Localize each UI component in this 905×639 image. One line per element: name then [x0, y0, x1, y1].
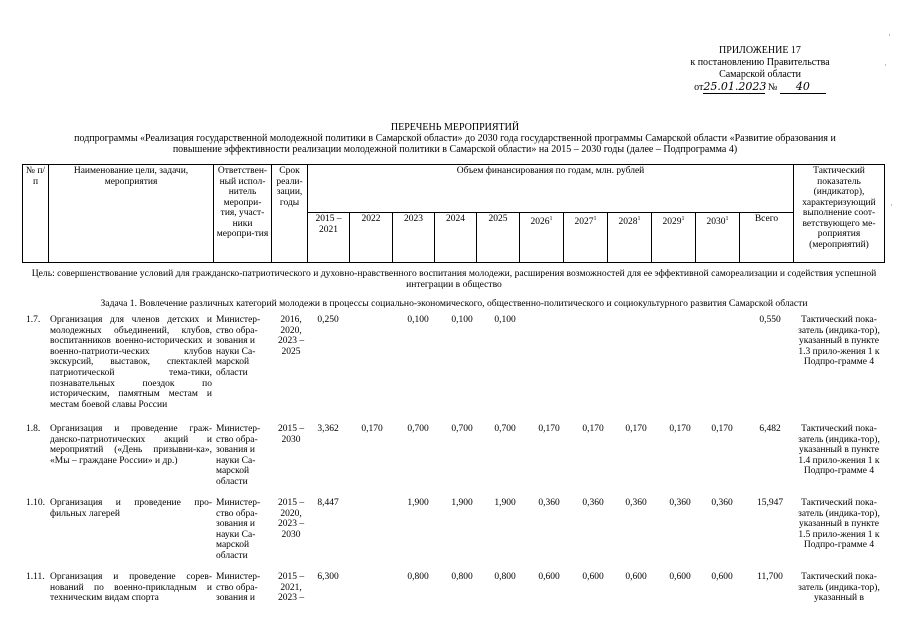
row-responsible: Министер-ство обра-зования и науки Са-марской области — [216, 315, 261, 378]
row-responsible: Министер-ство обра-зования и науки Са-марской области — [216, 424, 261, 487]
row-num: 1.7. — [26, 315, 41, 325]
year-col: 2030$^1$ — [696, 213, 740, 263]
number-label: № — [767, 82, 778, 93]
appendix-line2: к постановлению Правительства — [690, 57, 830, 68]
row-num: 1.10. — [26, 498, 45, 508]
row-value: 0,600 — [625, 572, 647, 582]
row-value: 3,362 — [317, 424, 339, 434]
year-col: 2025 — [477, 213, 520, 263]
row-value: 0,250 — [317, 315, 339, 325]
row-value: 1,900 — [451, 498, 473, 508]
row-value: 0,600 — [711, 572, 733, 582]
from-label: от — [694, 82, 704, 93]
row-value: 0,360 — [582, 498, 604, 508]
appendix-block — [660, 45, 860, 95]
appendix-line3: Самарской области — [719, 69, 801, 80]
row-term: 2015 – 2021, 2023 – — [277, 572, 305, 604]
row-responsible: Министер-ство обра-зования и науки Са-марской области — [216, 498, 261, 561]
year-col: 2027$^1$ — [564, 213, 608, 263]
row-value: 0,800 — [407, 572, 429, 582]
row-total: 11,700 — [757, 572, 783, 582]
row-value: 0,170 — [711, 424, 733, 434]
row-num: 1.8. — [26, 424, 41, 434]
year-col: 2022 — [350, 213, 393, 263]
row-value: 0,170 — [669, 424, 691, 434]
header-responsible: Ответствен-ный испол-нитель меропри-тия, участ-ники меропри-тия — [214, 165, 272, 263]
row-total: 6,482 — [759, 424, 781, 434]
goal-text: Цель: совершенствование условий для гражданско-патриотического и духовно-нравственного воспитания молодежи, расширения возможностей для ее эффективной самореализации и содействия успешной интеграции в общество — [31, 268, 877, 290]
task-text: Задача 1. Вовлечение различных категорий молодежи в процессы социально-экономического, общественно-политического и социокультурного развития Самарской области — [100, 298, 808, 309]
appendix-title: ПРИЛОЖЕНИЕ 17 — [719, 45, 801, 56]
row-value: 0,600 — [582, 572, 604, 582]
row-value: 0,800 — [494, 572, 516, 582]
header-term: Срок реали-зации, годы — [272, 165, 308, 263]
date-handwritten: 25.01.2023 — [703, 80, 767, 93]
row-value: 0,600 — [669, 572, 691, 582]
appendix-signature-line — [660, 81, 860, 95]
year-col: 2023 — [393, 213, 435, 263]
year-col: 2024 — [435, 213, 477, 263]
row-value: 0,700 — [407, 424, 429, 434]
row-value: 0,360 — [669, 498, 691, 508]
row-value: 1,900 — [407, 498, 429, 508]
year-col: 2029$^1$ — [652, 213, 696, 263]
row-value: 0,360 — [711, 498, 733, 508]
scan-mark: · — [890, 200, 893, 210]
row-term: 2016, 2020, 2023 – 2025 — [277, 315, 305, 357]
row-value: 0,170 — [582, 424, 604, 434]
row-value: 0,800 — [451, 572, 473, 582]
row-indicator: Тактический пока-затель (индика-тор), указанный в пункте 1.4 прило-жения 1 к Подпро-грамме 4 — [798, 424, 880, 477]
year-col: 2026$^1$ — [520, 213, 564, 263]
row-value: 0,170 — [625, 424, 647, 434]
header-funding: Объем финансирования по годам, млн. рублей — [308, 165, 794, 213]
row-total: 0,550 — [759, 315, 781, 325]
row-value: 0,100 — [494, 315, 516, 325]
row-value: 0,700 — [451, 424, 473, 434]
row-indicator: Тактический пока-затель (индика-тор), указанный в пункте 1.5 прило-жения 1 к Подпро-грамме 4 — [798, 498, 880, 551]
row-value: 0,360 — [625, 498, 647, 508]
row-term: 2015 – 2020, 2023 – 2030 — [277, 498, 305, 540]
row-value: 0,170 — [538, 424, 560, 434]
row-value: 1,900 — [494, 498, 516, 508]
document-title-block — [30, 122, 880, 155]
row-total: 15,947 — [756, 498, 784, 508]
row-num: 1.11. — [26, 572, 45, 582]
row-value: 0,100 — [407, 315, 429, 325]
header-num: № п/п — [23, 165, 49, 263]
row-name: Организация и проведение про-фильных лагерей — [50, 498, 212, 519]
row-value: 0,600 — [538, 572, 560, 582]
row-name: Организация для членов детских и молодежных объединений, клубов, воспитанников военно-исторических и военно-патриоти-ческих клубов экскурсий, выставок, спектаклей патриотической тема-тики, познавательных поездок по историческим, памятным местам и местам боевой славы России — [50, 315, 212, 410]
row-name: Организация и проведение сорев-нований по военно-прикладным и техническим видам спорта — [50, 572, 212, 604]
row-name: Организация и проведение граж-данско-патриотических акций и мероприятий («День призывни-ка», «Мы – граждане России» и др.) — [50, 424, 212, 466]
document-subtitle-1: подпрограммы «Реализация государственной молодежной политики в Самарской области» до 2030 года государственной программы Самарской области «Развитие образования и — [74, 133, 836, 144]
row-indicator: Тактический пока-затель (индика-тор), указанный в пункте 1.3 прило-жения 1 к Подпро-грамме 4 — [798, 315, 880, 368]
row-value: 0,360 — [538, 498, 560, 508]
number-handwritten: 40 — [780, 81, 826, 94]
scan-mark: · — [884, 60, 887, 70]
year-col-total: Всего — [740, 213, 794, 263]
header-table — [22, 164, 885, 263]
row-value: 6,300 — [317, 572, 339, 582]
year-col: 2015 – 2021 — [308, 213, 350, 263]
row-value: 0,700 — [494, 424, 516, 434]
year-col: 2028$^1$ — [608, 213, 652, 263]
row-value: 0,100 — [451, 315, 473, 325]
document-title: ПЕРЕЧЕНЬ МЕРОПРИЯТИЙ — [390, 122, 520, 133]
row-value: 0,170 — [361, 424, 383, 434]
header-name: Наименование цели, задачи, мероприятия — [49, 165, 214, 263]
row-term: 2015 – 2030 — [277, 424, 305, 445]
row-indicator: Тактический пока-затель (индика-тор), указанный в — [798, 572, 880, 604]
scan-mark: · — [888, 30, 891, 40]
row-responsible: Министер-ство обра-зования и — [216, 572, 261, 604]
header-indicator: Тактический показатель (индикатор), характеризующий выполнение соот-ветствующего ме-роприятия (мероприятий) — [794, 165, 885, 263]
row-value: 8,447 — [317, 498, 339, 508]
document-subtitle-2: повышение эффективности реализации молодежной политики в Самарской области» на 2015 – 2030 годы (далее – Подпрограмма 4) — [172, 144, 738, 155]
